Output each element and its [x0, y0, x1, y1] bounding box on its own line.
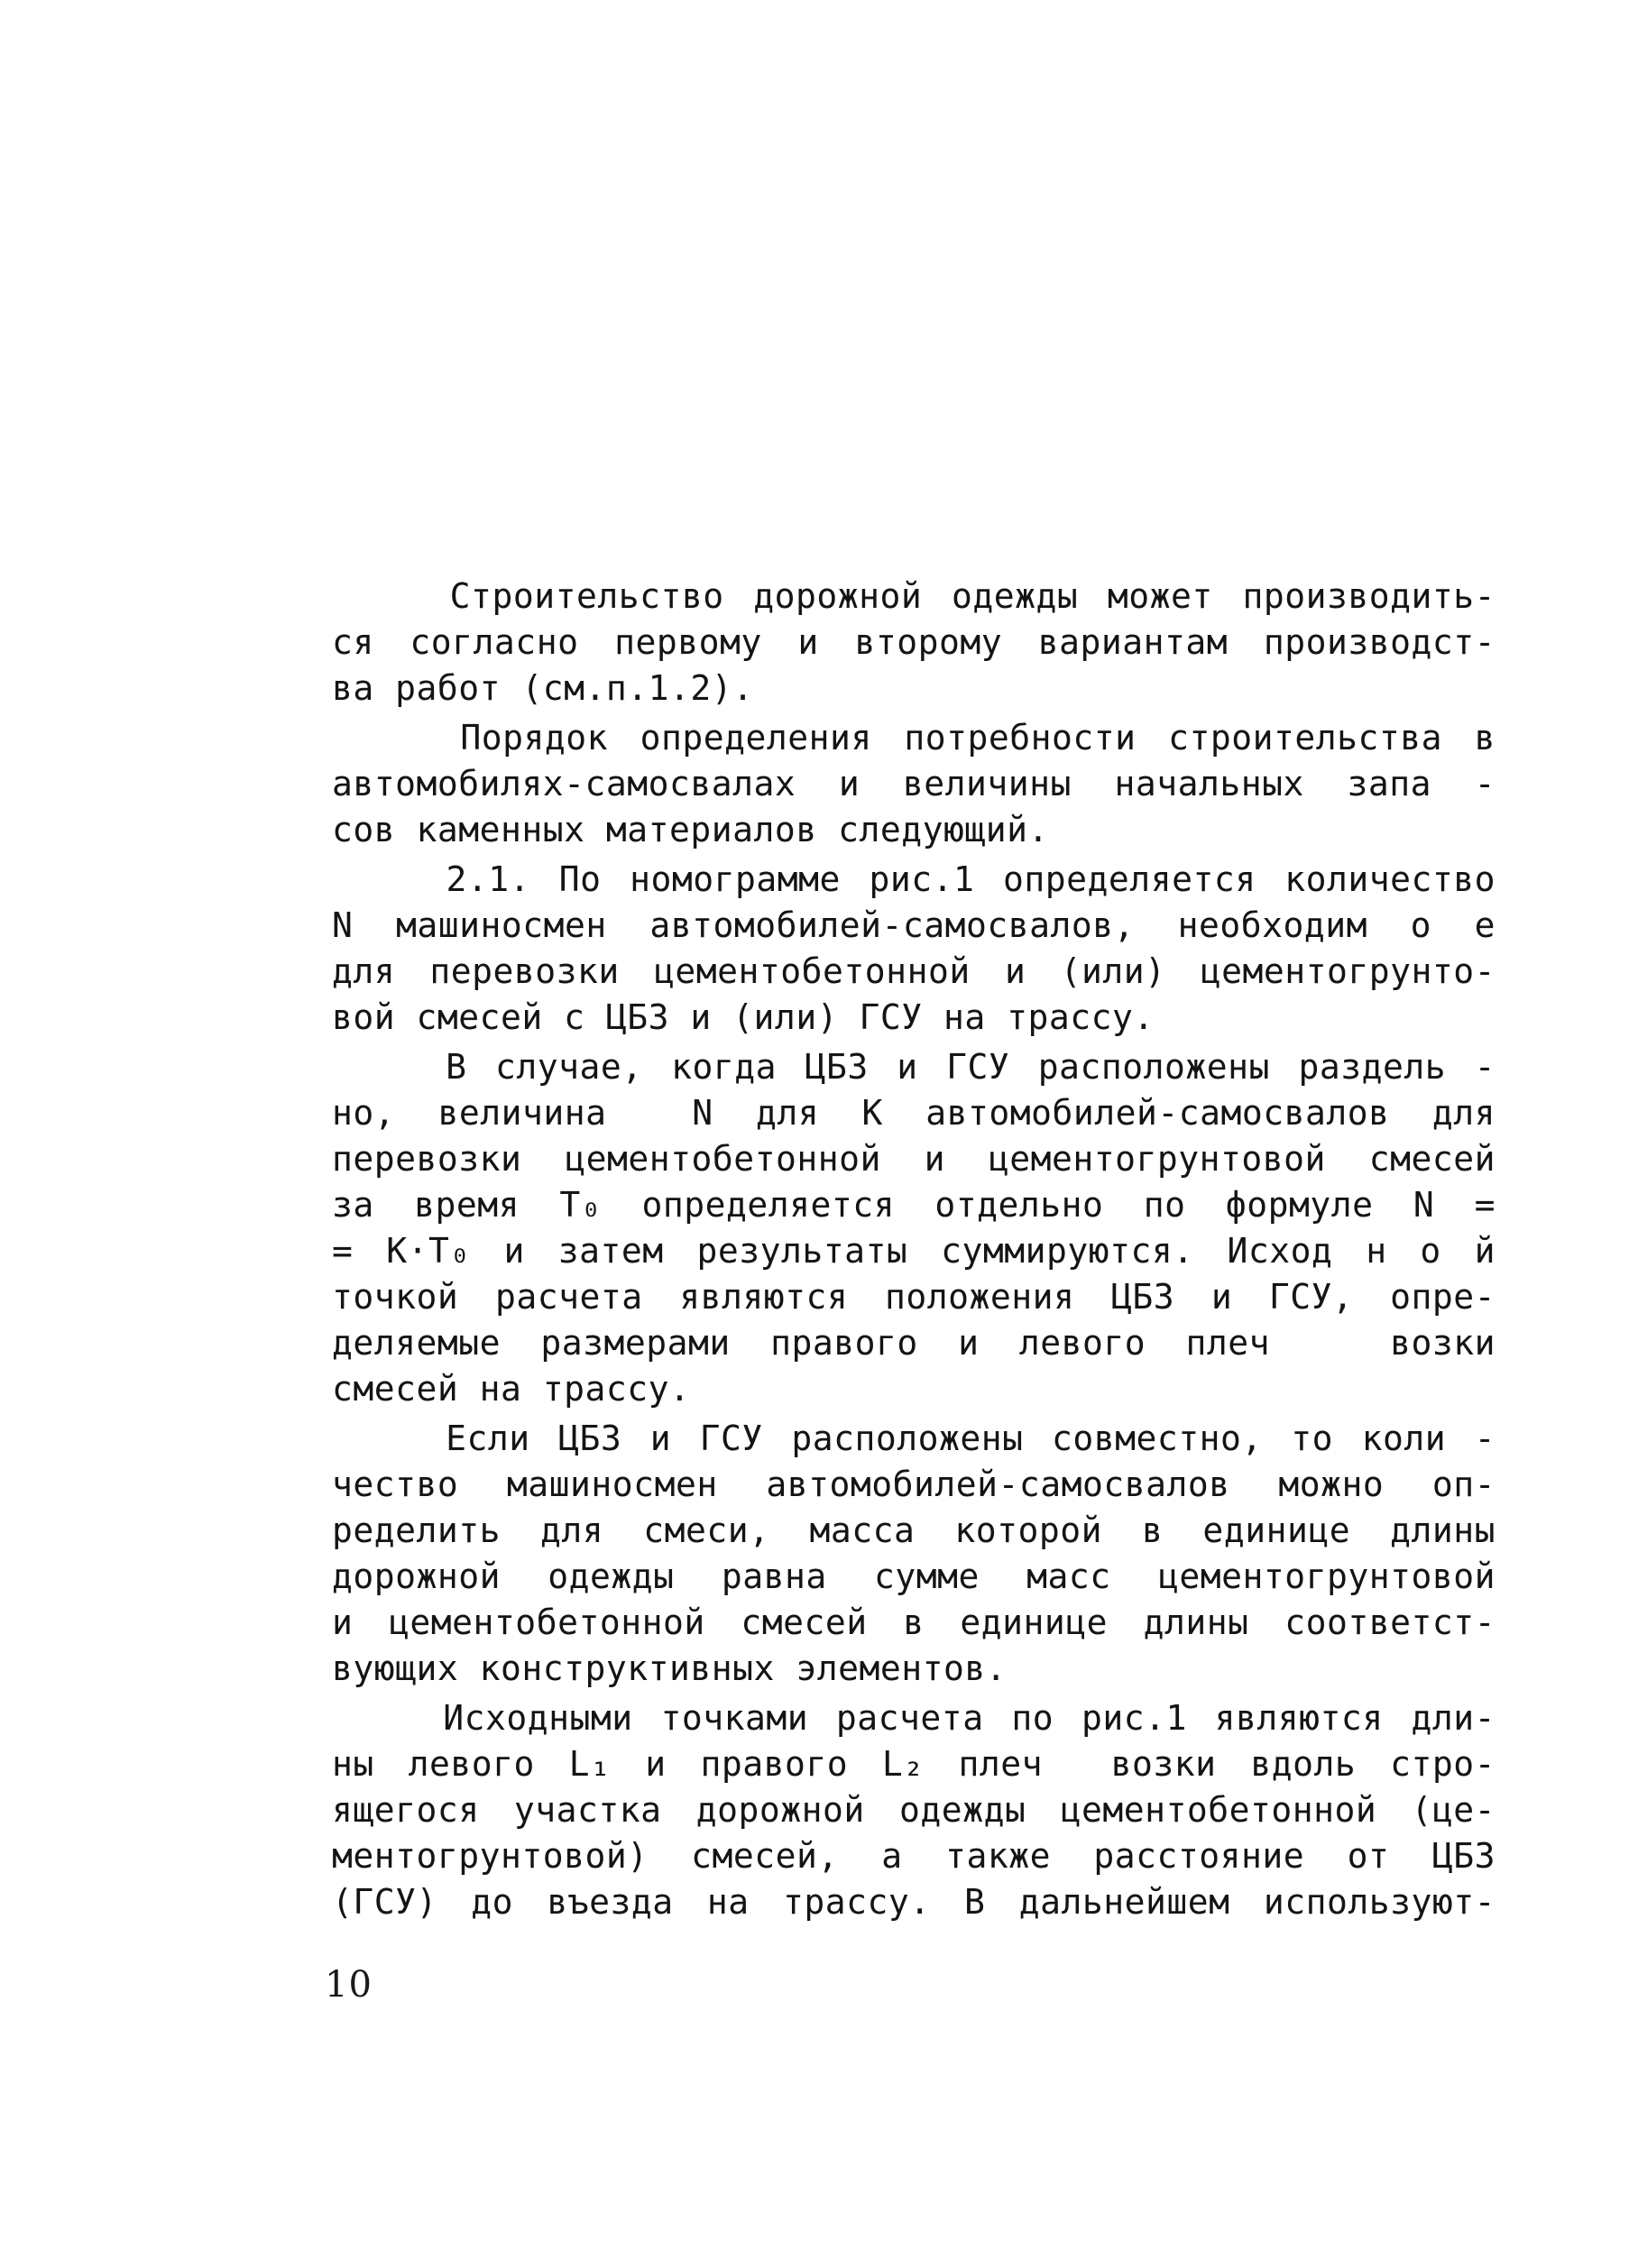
body-text	[332, 574, 1496, 1925]
text-line: вующих конструктивных элементов.	[332, 1648, 1008, 1688]
text-line: для перевозки цементобетонной и (или) цементогрунто-	[332, 951, 1496, 991]
text-line: сов каменных материалов следующий.	[332, 810, 1049, 849]
text-line: N машиносмен автомобилей-самосвалов, необходим о е	[332, 905, 1496, 945]
text-line: вой смесей с ЦБЗ и (или) ГСУ на трассу.	[332, 997, 1155, 1037]
text-line: Строительство дорожной одежды может производить-	[332, 576, 1496, 616]
text-line: ва работ (см.п.1.2).	[332, 668, 754, 708]
text-line: но, величина N для K автомобилей-самосвалов для	[332, 1093, 1496, 1133]
text-line: (ГСУ) до въезда на трассу. В дальнейшем используют-	[332, 1882, 1496, 1922]
text-line: В случае, когда ЦБЗ и ГСУ расположены раздель -	[332, 1047, 1496, 1087]
text-line: перевозки цементобетонной и цементогрунтовой смесей	[332, 1139, 1496, 1179]
text-line: деляемые размерами правого и левого плеч возки	[332, 1323, 1496, 1363]
text-line: ся согласно первому и второму вариантам производст-	[332, 622, 1496, 662]
text-line: смесей на трассу.	[332, 1369, 691, 1409]
text-line: автомобилях-самосвалах и величины начальных запа -	[332, 764, 1496, 803]
text-line: = K·T₀ и затем результаты суммируются. Исход н о й	[332, 1231, 1496, 1271]
text-line: Исходными точками расчета по рис.1 являются дли-	[332, 1698, 1496, 1738]
text-line: Порядок определения потребности строительства в	[332, 718, 1496, 758]
text-line: за время T₀ определяется отдельно по формуле N =	[332, 1185, 1496, 1225]
text-line: 2.1. По номограмме рис.1 определяется количество	[332, 859, 1496, 899]
text-line: ределить для смеси, масса которой в единице длины	[332, 1510, 1496, 1550]
text-line: и цементобетонной смесей в единице длины соответст-	[332, 1602, 1496, 1642]
text-line: точкой расчета являются положения ЦБЗ и ГСУ, опре-	[332, 1277, 1496, 1317]
page-number: 10	[325, 1964, 373, 2006]
text-line: ны левого L₁ и правого L₂ плеч возки вдоль стро-	[332, 1744, 1496, 1784]
text-line: чество машиносмен автомобилей-самосвалов можно оп-	[332, 1465, 1496, 1504]
text-line: ментогрунтовой) смесей, а также расстояние от ЦБЗ	[332, 1836, 1496, 1876]
text-line: Если ЦБЗ и ГСУ расположены совместно, то коли -	[332, 1419, 1496, 1458]
text-line: дорожной одежды равна сумме масс цементогрунтовой	[332, 1556, 1496, 1596]
text-line: ящегося участка дорожной одежды цементобетонной (це-	[332, 1790, 1496, 1830]
